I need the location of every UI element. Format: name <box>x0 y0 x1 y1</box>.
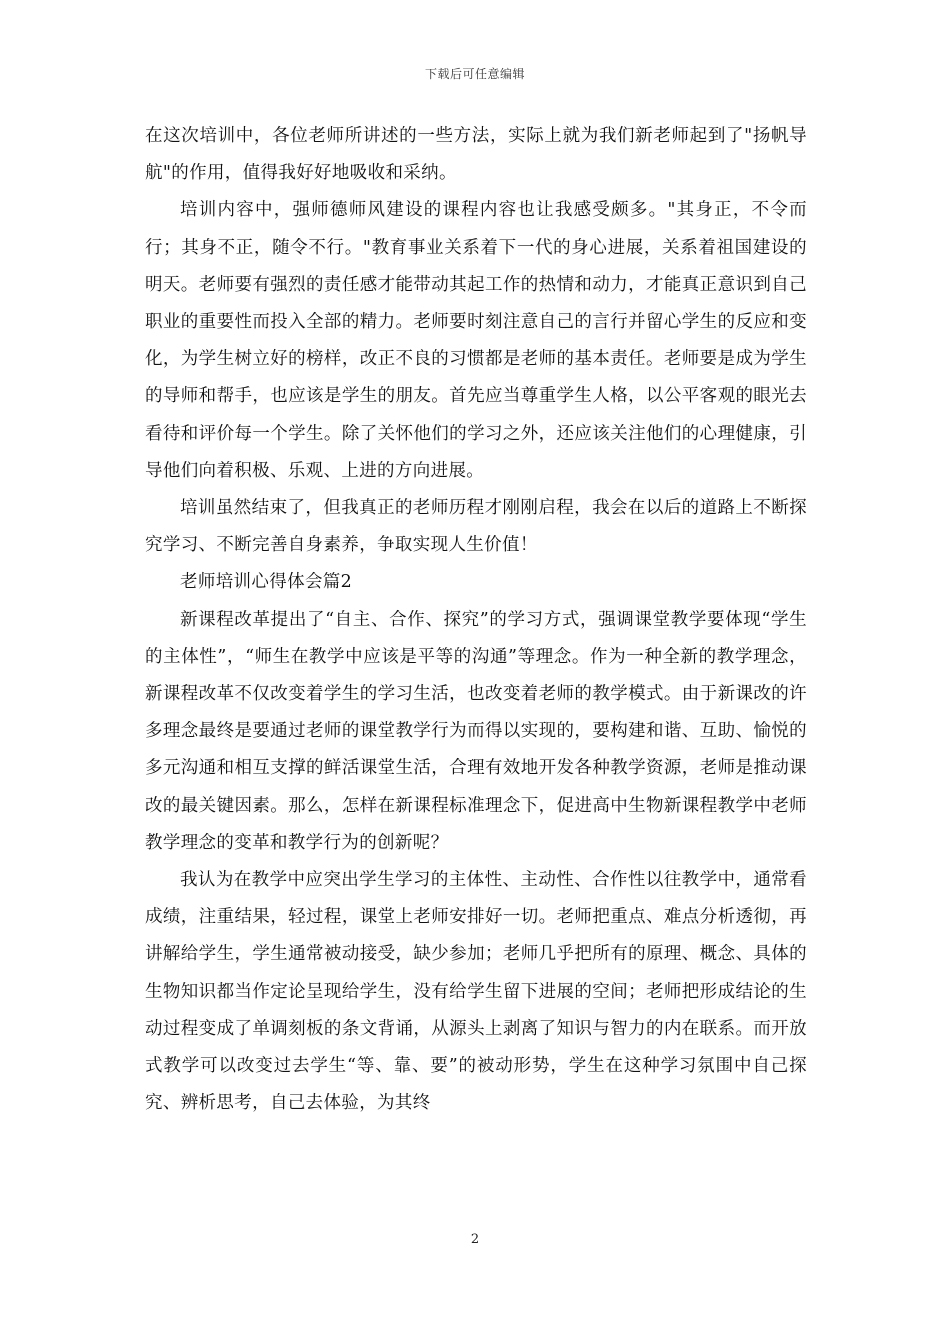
paragraph: 我认为在教学中应突出学生学习的主体性、主动性、合作性以往教学中，通常看成绩，注重结果，轻过程，课堂上老师安排好一切。老师把重点、难点分析透彻，再讲解给学生，学生通常被动接受，缺少参加；老师几乎把所有的原理、概念、具体的生物知识都当作定论呈现给学生，没有给学生留下进展的空间；老师把形成结论的生动过程变成了单调刻板的条文背诵，从源头上剥离了知识与智力的内在联系。而开放式教学可以改变过去学生“等、靠、要”的被动形势，学生在这种学习氛围中自己探究、辨析思考，自己去体验，为其终 <box>145 870 807 1114</box>
page-header: 下载后可任意编辑 <box>424 67 525 81</box>
paragraph: 新课程改革提出了“自主、合作、探究”的学习方式，强调课堂教学要体现“学生的主体性”，“师生在教学中应该是平等的沟通”等理念。作为一种全新的教学理念，新课程改革不仅改变着学生的学习生活，也改变着老师的教学模式。由于新课改的许多理念最终是要通过老师的课堂教学行为而得以实现的，要构建和谐、互助、愉悦的多元沟通和相互支撑的鲜活课堂生活，合理有效地开发各种教学资源，老师是推动课改的最关键因素。那么，怎样在新课程标准理念下，促进高中生物新课程教学中老师教学理念的变革和教学行为的创新呢？ <box>145 609 807 853</box>
paragraph: 在这次培训中，各位老师所讲述的一些方法，实际上就为我们新老师起到了"扬帆导航"的作用，值得我好好地吸收和采纳。 <box>145 126 807 184</box>
page-number: 2 <box>470 1232 480 1247</box>
section-heading: 老师培训心得体会篇2 <box>180 572 353 593</box>
paragraph: 培训内容中，强师德师风建设的课程内容也让我感受颇多。"其身正，不令而行；其身不正，随令不行。"教育事业关系着下一代的身心进展，关系着祖国建设的明天。老师要有强烈的责任感才能带动其起工作的热情和动力，才能真正意识到自己职业的重要性而投入全部的精力。老师要时刻注意自己的言行并留心学生的反应和变化，为学生树立好的榜样，改正不良的习惯都是老师的基本责任。老师要是成为学生的导师和帮手，也应该是学生的朋友。首先应当尊重学生人格，以公平客观的眼光去看待和评价每一个学生。除了关怀他们的学习之外，还应该关注他们的心理健康，引导他们向着积极、乐观、上进的方向进展。 <box>145 200 807 481</box>
paragraph: 培训虽然结束了，但我真正的老师历程才刚刚启程，我会在以后的道路上不断探究学习、不断完善自身素养，争取实现人生价值！ <box>145 498 807 556</box>
body-text <box>145 118 807 1122</box>
